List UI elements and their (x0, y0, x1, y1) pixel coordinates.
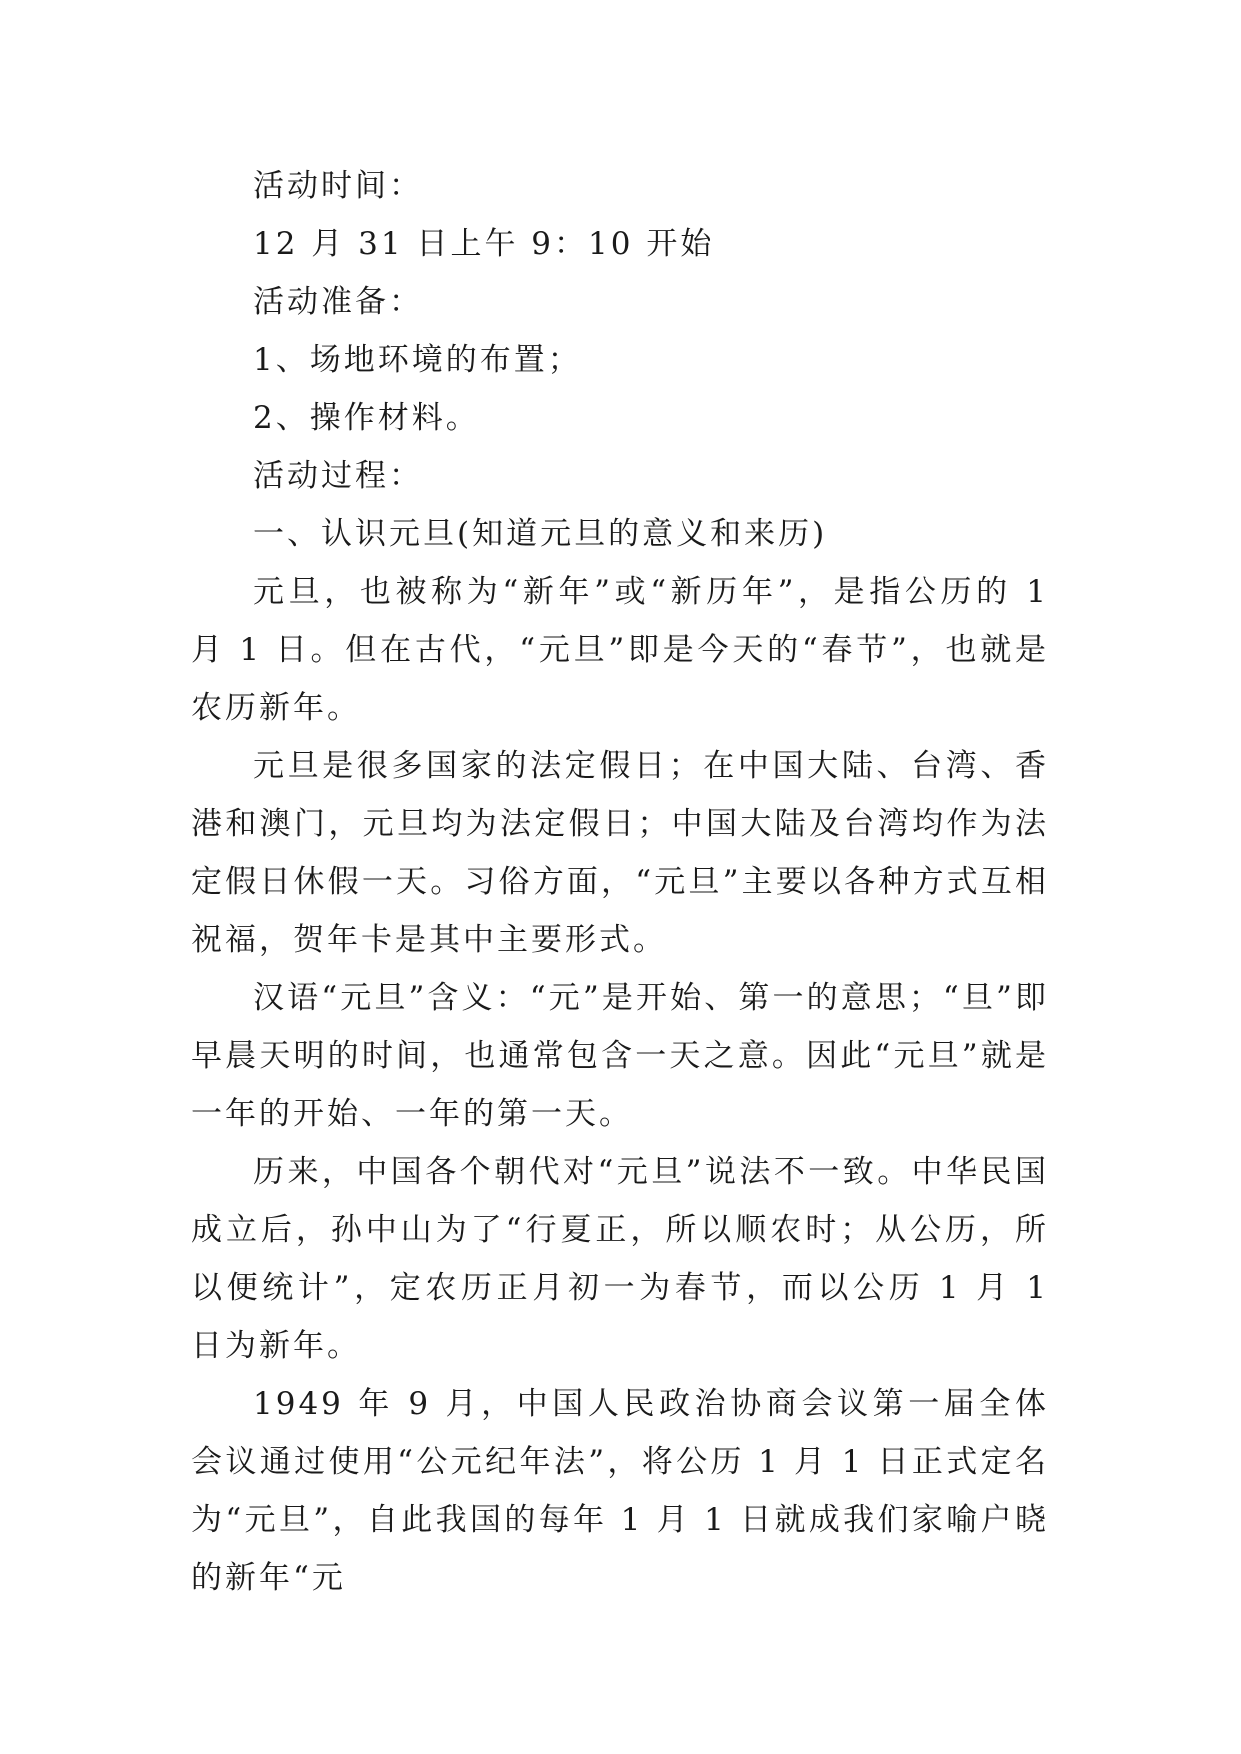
paragraph-legal-holiday: 元旦是很多国家的法定假日；在中国大陆、台湾、香港和澳门，元旦均为法定假日；中国大陆及台湾均作为法定假日休假一天。习俗方面，“元旦”主要以各种方式互相祝福，贺年卡是其中主要形式。 (191, 748, 1049, 958)
activity-time-value: 12 月 31 日上午 9：10 开始 (253, 226, 715, 262)
paragraph-history: 历来，中国各个朝代对“元旦”说法不一致。中华民国成立后，孙中山为了“行夏正，所以顺农时；从公历，所以便统计”，定农历正月初一为春节，而以公历 1 月 1 日为新年。 (191, 1154, 1049, 1364)
paragraph-yuandan-definition: 元旦，也被称为“新年”或“新历年”，是指公历的 1 月 1 日。但在古代，“元旦”即是今天的“春节”，也就是农历新年。 (191, 574, 1049, 726)
activity-preparation-heading: 活动准备： (253, 284, 423, 320)
activity-process-heading: 活动过程： (253, 458, 423, 494)
preparation-item-1: 1、场地环境的布置； (253, 342, 582, 378)
preparation-item-2: 2、操作材料。 (253, 400, 480, 436)
activity-time-heading: 活动时间： (253, 168, 423, 204)
document-body (191, 157, 1049, 1607)
paragraph-1949: 1949 年 9 月，中国人民政治协商会议第一届全体会议通过使用“公元纪年法”，将公历 1 月 1 日正式定名为“元旦”，自此我国的每年 1 月 1 日就成我们家喻户晓的新年“元 (191, 1386, 1049, 1596)
section-one-heading: 一、认识元旦(知道元旦的意义和来历) (253, 516, 828, 552)
paragraph-meaning: 汉语“元旦”含义：“元”是开始、第一的意思；“旦”即早晨天明的时间，也通常包含一天之意。因此“元旦”就是一年的开始、一年的第一天。 (191, 980, 1049, 1132)
